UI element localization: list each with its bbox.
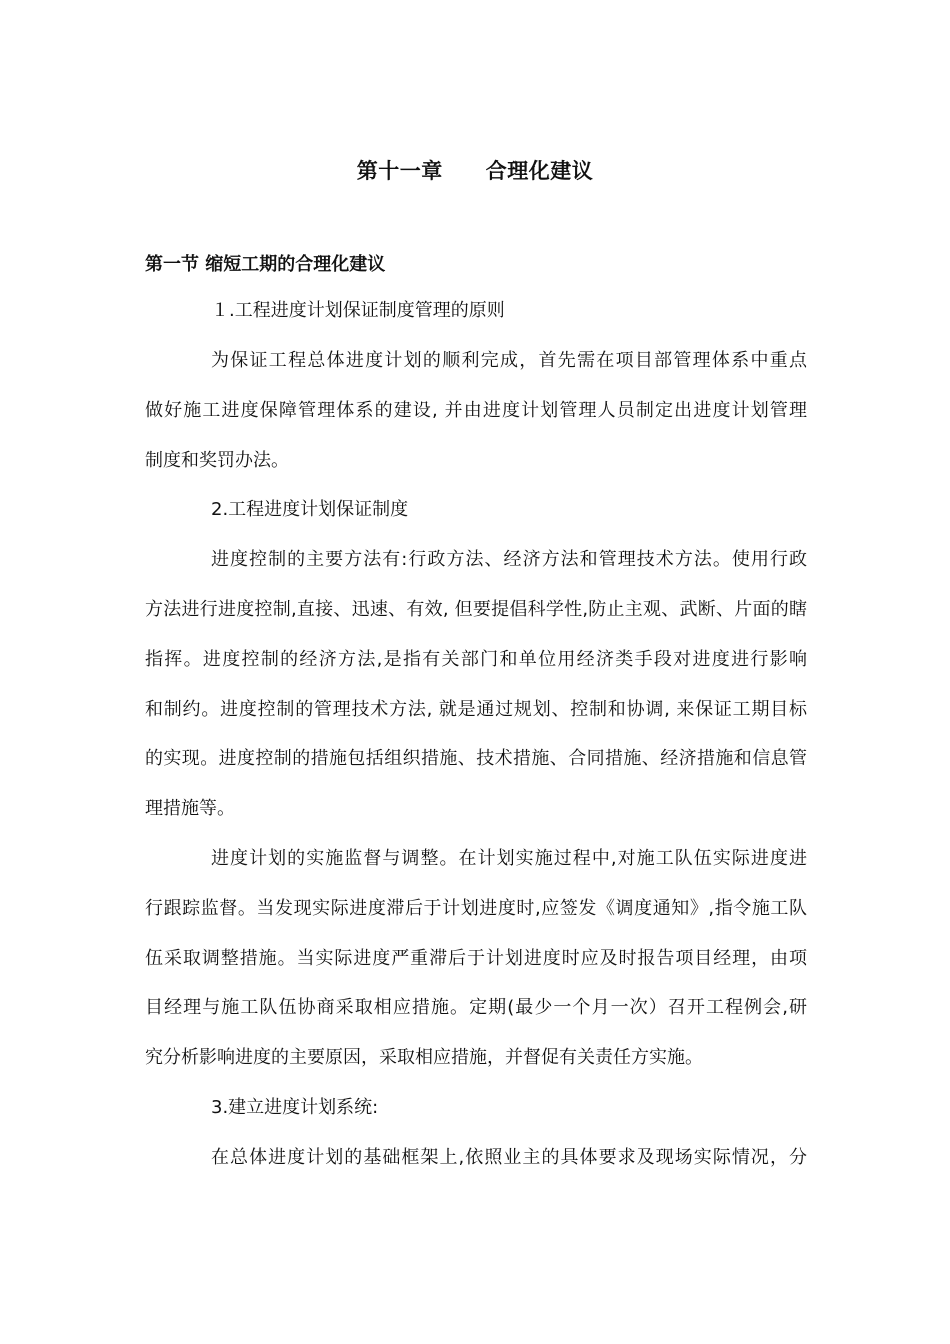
paragraph-line: 究分析影响进度的主要原因，采取相应措施，并督促有关责任方实施。 (145, 1047, 703, 1068)
paragraph-line: 指挥。进度控制的经济方法,是指有关部门和单位用经济类手段对进度进行影响 (145, 649, 807, 670)
paragraph-line: 的实现。进度控制的措施包括组织措施、技术措施、合同措施、经济措施和信息管 (145, 748, 807, 769)
subheading-1: １.工程进度计划保证制度管理的原则 (211, 300, 505, 321)
chapter-title: 第十一章 合理化建议 (356, 159, 594, 183)
paragraph-line: 行跟踪监督。当发现实际进度滞后于计划进度时,应签发《调度通知》,指令施工队 (145, 898, 807, 919)
paragraph-line: 进度计划的实施监督与调整。在计划实施过程中,对施工队伍实际进度进 (211, 848, 807, 869)
paragraph-line: 方法进行进度控制,直接、迅速、有效, 但要提倡科学性,防止主观、武断、片面的瞎 (145, 599, 807, 620)
paragraph-line: 做好施工进度保障管理体系的建设, 并由进度计划管理人员制定出进度计划管理 (145, 400, 807, 421)
paragraph-line: 为保证工程总体进度计划的顺利完成，首先需在项目部管理体系中重点 (211, 350, 807, 371)
paragraph-line: 和制约。进度控制的管理技术方法, 就是通过规划、控制和协调, 来保证工期目标 (145, 699, 807, 720)
paragraph-line: 制度和奖罚办法。 (145, 450, 289, 471)
paragraph-line: 进度控制的主要方法有:行政方法、经济方法和管理技术方法。使用行政 (211, 549, 807, 570)
subheading-2: 2.工程进度计划保证制度 (211, 499, 409, 520)
section-title: 第一节 缩短工期的合理化建议 (145, 254, 386, 275)
paragraph-line: 在总体进度计划的基础框架上,依照业主的具体要求及现场实际情况，分 (211, 1147, 807, 1168)
paragraph-line: 伍采取调整措施。当实际进度严重滞后于计划进度时应及时报告项目经理，由项 (145, 948, 807, 969)
paragraph-line: 目经理与施工队伍协商采取相应措施。定期(最少一个月一次）召开工程例会,研 (145, 997, 807, 1018)
subheading-3: 3.建立进度计划系统: (211, 1097, 379, 1118)
paragraph-line: 理措施等。 (145, 798, 235, 819)
